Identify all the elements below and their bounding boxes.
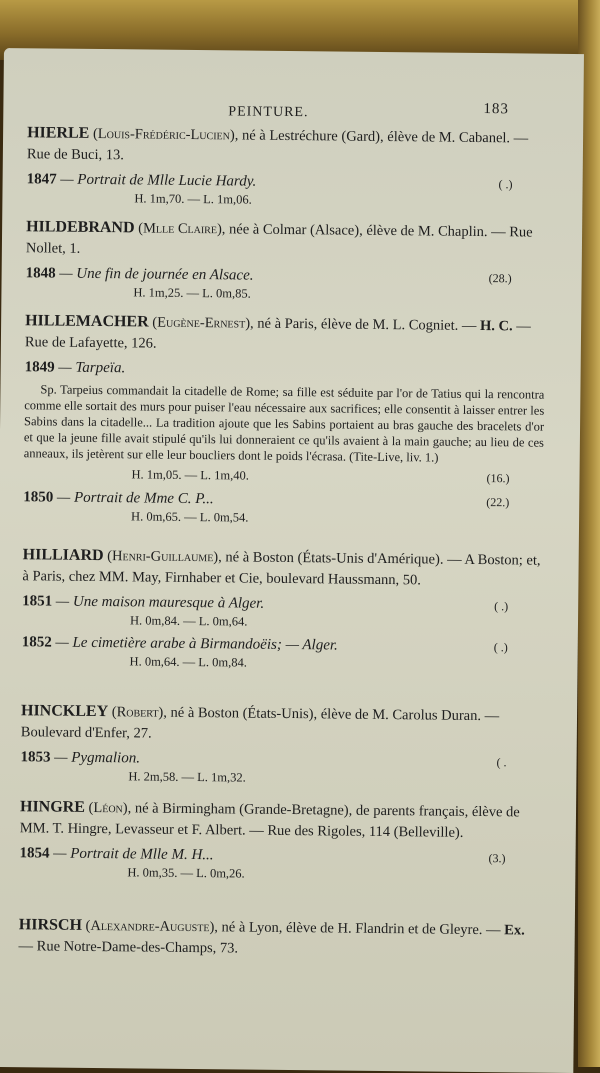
- work-number: 1852: [21, 634, 52, 651]
- page-number: 183: [483, 101, 509, 118]
- work-title: — Portrait de Mlle Lucie Hardy.: [60, 171, 257, 190]
- artist-details: , né à Lestréchure (Gard), élève de M. Cabanel. — Rue de Buci, 13.: [26, 127, 529, 164]
- work-catalogue-mark: ( .): [494, 599, 509, 614]
- work-dimensions: H. 0m,84. — L. 0m,64.: [129, 613, 248, 629]
- artist-entry: [25, 216, 546, 305]
- work-number: 1854: [19, 845, 50, 862]
- artist-name: HIRSCH: [18, 916, 83, 934]
- artist-details: , né à Boston (États-Unis), élève de M. Carolus Duran. — Boulevard d'Enfer, 27.: [20, 704, 500, 742]
- artist-name: HILLEMACHER: [25, 312, 149, 331]
- artist-details: , né à Boston (États-Unis d'Amérique). — A Boston; et, à Paris, chez MM. May, Firnhaber et Cie, boulevard Haussmann, 50.: [22, 549, 541, 589]
- artist-name: HILLIARD: [22, 546, 104, 565]
- artist-line: [26, 216, 546, 264]
- artist-given-names: (Louis-Frédéric-Lucien): [92, 125, 235, 144]
- work-title: — Le cimetière arabe à Birmandoëis; — Alger.: [55, 634, 338, 654]
- artist-given-names: (Eugène-Ernest): [152, 314, 251, 332]
- work-item: [19, 843, 539, 885]
- artist-address: — Rue Notre-Dame-des-Champs, 73.: [18, 938, 239, 957]
- work-description: Sp. Tarpeius commandait la citadelle de Rome; sa fille est séduite par l'or de Tatius qui la rencontra comme elle sortait des murs pour puiser l'eau nécessaire aux sacrifices; elle consentit à laisser entrer les Sabins dans la citadelle... La tradition ajoute que les Sabins portaient au bras gauche des bracelets d'or et que la jeune fille avait stipulé qu'ils lui donneraient ce qu'ils avaient à la main gauche; au lieu de ces anneaux, ils jetèrent sur elle leur boucliers dont le poids l'écrasa. (Tite-Live, liv. 1.): [23, 382, 545, 465]
- work-dimensions: H. 0m,65. — L. 0m,54.: [131, 509, 249, 525]
- work-title: — Une fin de journée en Alsace.: [59, 265, 254, 284]
- work-item: [25, 263, 545, 305]
- work-item: [22, 591, 542, 633]
- work-item: [21, 632, 541, 674]
- work-catalogue-mark: (16.): [486, 471, 510, 486]
- work-number: 1853: [20, 749, 51, 766]
- running-title: PEINTURE.: [228, 104, 309, 121]
- artist-given-names: (Alexandre-Auguste): [85, 917, 215, 936]
- work-title: — Portrait de Mlle M. H...: [53, 845, 214, 864]
- work-catalogue-mark: (3.): [488, 851, 506, 866]
- work-dimensions: H. 1m,05. — L. 1m,40.: [131, 467, 249, 483]
- work-title: — Tarpeïa.: [58, 359, 126, 377]
- work-dimensions: H. 1m,25. — L. 0m,85.: [133, 285, 251, 301]
- artist-entry: [23, 310, 545, 529]
- artist-details: , né à Lyon, élève de H. Flandrin et de Gleyre. —: [214, 919, 501, 939]
- work-dimensions: H. 0m,35. — L. 0m,26.: [127, 865, 245, 881]
- artist-name: HIERLE: [27, 124, 90, 142]
- artist-entry: [21, 544, 542, 674]
- artist-line: [22, 544, 542, 592]
- catalogue-page: [0, 48, 584, 1073]
- artist-given-names: (Léon): [88, 799, 128, 817]
- artist-name: HINGRE: [19, 798, 86, 816]
- artist-line: [25, 310, 545, 358]
- award-mark: H. C.: [479, 318, 513, 335]
- artist-given-names: (Robert): [111, 704, 164, 721]
- award-mark: Ex.: [504, 922, 525, 939]
- work-number: 1849: [24, 359, 55, 376]
- artist-line: [18, 914, 538, 962]
- work-title: — Portrait de Mme C. P...: [56, 489, 214, 508]
- work-catalogue-mark: (22.): [486, 495, 510, 510]
- artist-details: , né à Paris, élève de M. L. Cogniet. —: [250, 315, 477, 334]
- work-catalogue-mark: ( .: [496, 755, 507, 770]
- work-item: [23, 357, 544, 488]
- artist-given-names: (Henri-Guillaume): [107, 548, 219, 566]
- artist-entry: [20, 700, 541, 789]
- artist-address: — Rue de Lafayette, 126.: [24, 318, 531, 352]
- work-item: [26, 169, 546, 211]
- artist-entry: [19, 796, 540, 885]
- artist-details: , née à Colmar (Alsace), élève de M. Chaplin. — Rue Nollet, 1.: [25, 221, 533, 257]
- artist-details: , né à Birmingham (Grande-Bretagne), de parents français, élève de MM. T. Hingre, Levasseur et F. Albert. — Rue des Rigoles, 114 (Belleville).: [19, 800, 520, 841]
- artist-given-names: (Mlle Claire): [138, 220, 222, 238]
- work-number: 1850: [23, 489, 54, 506]
- work-catalogue-mark: ( .): [498, 177, 513, 192]
- work-number: 1851: [22, 593, 53, 610]
- work-number: 1848: [25, 265, 56, 282]
- work-dimensions: H. 1m,70. — L. 1m,06.: [134, 191, 252, 207]
- work-title: — Une maison mauresque à Alger.: [55, 593, 265, 612]
- work-catalogue-mark: (28.): [488, 271, 512, 286]
- artist-entry: [26, 122, 547, 211]
- artist-entry: [18, 914, 538, 962]
- work-item: [20, 747, 540, 789]
- work-dimensions: H. 2m,58. — L. 1m,32.: [128, 769, 246, 785]
- artist-name: HINCKLEY: [20, 702, 109, 721]
- work-catalogue-mark: ( .): [493, 640, 508, 655]
- artist-line: [27, 122, 547, 170]
- artist-line: [21, 700, 541, 748]
- work-item: [23, 487, 543, 529]
- artist-name: HILDEBRAND: [26, 218, 135, 237]
- work-dimensions: H. 0m,64. — L. 0m,84.: [129, 654, 248, 670]
- work-number: 1847: [26, 171, 57, 188]
- work-title: — Pygmalion.: [54, 749, 141, 767]
- artist-line: [20, 796, 540, 844]
